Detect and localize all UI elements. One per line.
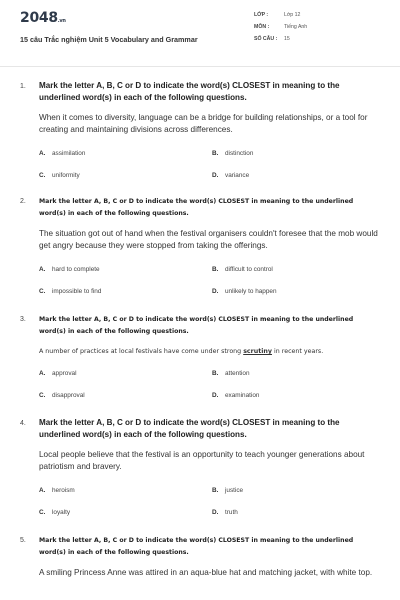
option-text: heroism xyxy=(52,487,75,494)
option-text: unlikely to happen xyxy=(225,288,277,295)
question-number: 4. xyxy=(20,420,26,427)
option-b[interactable] xyxy=(212,266,273,273)
question-number: 5. xyxy=(20,537,26,544)
option-a[interactable] xyxy=(39,266,100,273)
meta-value: 15 xyxy=(284,36,290,43)
meta-key: SỐ CÂU : xyxy=(254,36,278,43)
option-b[interactable] xyxy=(212,487,243,494)
question-number: 2. xyxy=(20,198,26,205)
logo-main: 2048 xyxy=(20,10,58,26)
question-instruction: Mark the letter A, B, C or D to indicate the word(s) CLOSEST in meaning to the underlined word(s) in each of the following questions. xyxy=(39,198,354,217)
question-stem: The situation got out of hand when the festival organisers couldn't foresee that the mob would get angry because they were stopped from taking the offerings. xyxy=(39,229,378,250)
question-2 xyxy=(20,196,380,298)
question-5 xyxy=(20,535,380,597)
option-d[interactable] xyxy=(212,509,238,516)
question-3 xyxy=(20,314,380,404)
question-stem: A smiling Princess Anne was attired in an aqua-blue hat and matching jacket, with white top. xyxy=(39,568,373,577)
option-text: uniformity xyxy=(52,172,80,179)
option-c[interactable] xyxy=(39,392,85,399)
option-a[interactable] xyxy=(39,487,75,494)
stem-text: in recent years. xyxy=(272,348,324,355)
option-text: approval xyxy=(52,370,77,377)
meta-key: MÔN : xyxy=(254,24,270,31)
meta-value: Tiếng Anh xyxy=(284,24,308,31)
option-text: impossible to find xyxy=(52,288,102,295)
option-letter: A. xyxy=(39,150,46,157)
question-number: 3. xyxy=(20,316,26,323)
option-text: examination xyxy=(225,392,260,399)
question-4 xyxy=(20,417,380,519)
question-stem: When it comes to diversity, language can be a bridge for building relationships, or a tool for creating and maintaining divisions across differences. xyxy=(39,113,368,134)
meta-table xyxy=(254,13,307,50)
option-letter: C. xyxy=(39,172,46,179)
meta-key: LỚP : xyxy=(254,12,269,18)
option-text: variance xyxy=(225,172,250,179)
option-letter: D. xyxy=(212,288,219,295)
option-letter: A. xyxy=(39,266,46,273)
question-instruction: Mark the letter A, B, C or D to indicate the word(s) CLOSEST in meaning to the underlined word(s) in each of the following questions. xyxy=(39,316,354,335)
site-logo[interactable] xyxy=(20,10,66,26)
option-b[interactable] xyxy=(212,370,250,377)
question-instruction: Mark the letter A, B, C or D to indicate the word(s) CLOSEST in meaning to the underlined word(s) in each of the following questions. xyxy=(39,81,340,102)
option-c[interactable] xyxy=(39,288,101,295)
option-letter: C. xyxy=(39,392,46,399)
option-d[interactable] xyxy=(212,288,277,295)
option-letter: B. xyxy=(212,266,219,273)
option-letter: C. xyxy=(39,288,46,295)
option-text: loyalty xyxy=(52,509,71,516)
option-letter: A. xyxy=(39,487,46,494)
option-text: difficult to control xyxy=(225,266,273,273)
document-title: 15 câu Trắc nghiệm Unit 5 Vocabulary and Grammar xyxy=(20,35,198,44)
option-b[interactable] xyxy=(212,150,253,157)
option-letter: B. xyxy=(212,370,219,377)
option-text: assimilation xyxy=(52,150,86,157)
option-c[interactable] xyxy=(39,172,80,179)
option-text: disapproval xyxy=(52,392,85,399)
option-text: justice xyxy=(225,487,244,494)
question-instruction: Mark the letter A, B, C or D to indicate the word(s) CLOSEST in meaning to the underlined word(s) in each of the following questions. xyxy=(39,537,354,556)
meta-value: Lớp 12 xyxy=(284,12,301,18)
option-c[interactable] xyxy=(39,509,70,516)
option-text: distinction xyxy=(225,150,254,157)
page-header xyxy=(0,0,400,64)
stem-text: A number of practices at local festivals have come under strong xyxy=(39,348,244,355)
option-letter: A. xyxy=(39,370,46,377)
option-a[interactable] xyxy=(39,150,85,157)
question-1 xyxy=(20,80,380,182)
underlined-word: scrutiny xyxy=(243,348,273,355)
option-a[interactable] xyxy=(39,370,77,377)
question-stem: Local people believe that the festival is an opportunity to teach younger generations about patriotism and bravery. xyxy=(39,450,365,471)
option-letter: B. xyxy=(212,150,219,157)
option-text: truth xyxy=(225,509,238,516)
option-d[interactable] xyxy=(212,392,259,399)
logo-suffix: .vn xyxy=(57,18,66,24)
option-letter: D. xyxy=(212,392,219,399)
option-letter: D. xyxy=(212,509,219,516)
option-letter: D. xyxy=(212,172,219,179)
question-number: 1. xyxy=(20,83,26,90)
question-instruction: Mark the letter A, B, C or D to indicate the word(s) CLOSEST in meaning to the underlined word(s) in each of the following questions. xyxy=(39,418,340,439)
option-letter: C. xyxy=(39,509,46,516)
option-d[interactable] xyxy=(212,172,249,179)
option-text: hard to complete xyxy=(52,266,100,273)
question-stem xyxy=(39,346,382,357)
header-divider xyxy=(0,66,400,67)
meta-row-count xyxy=(254,37,307,49)
option-letter: B. xyxy=(212,487,219,494)
option-text: attention xyxy=(225,370,250,377)
